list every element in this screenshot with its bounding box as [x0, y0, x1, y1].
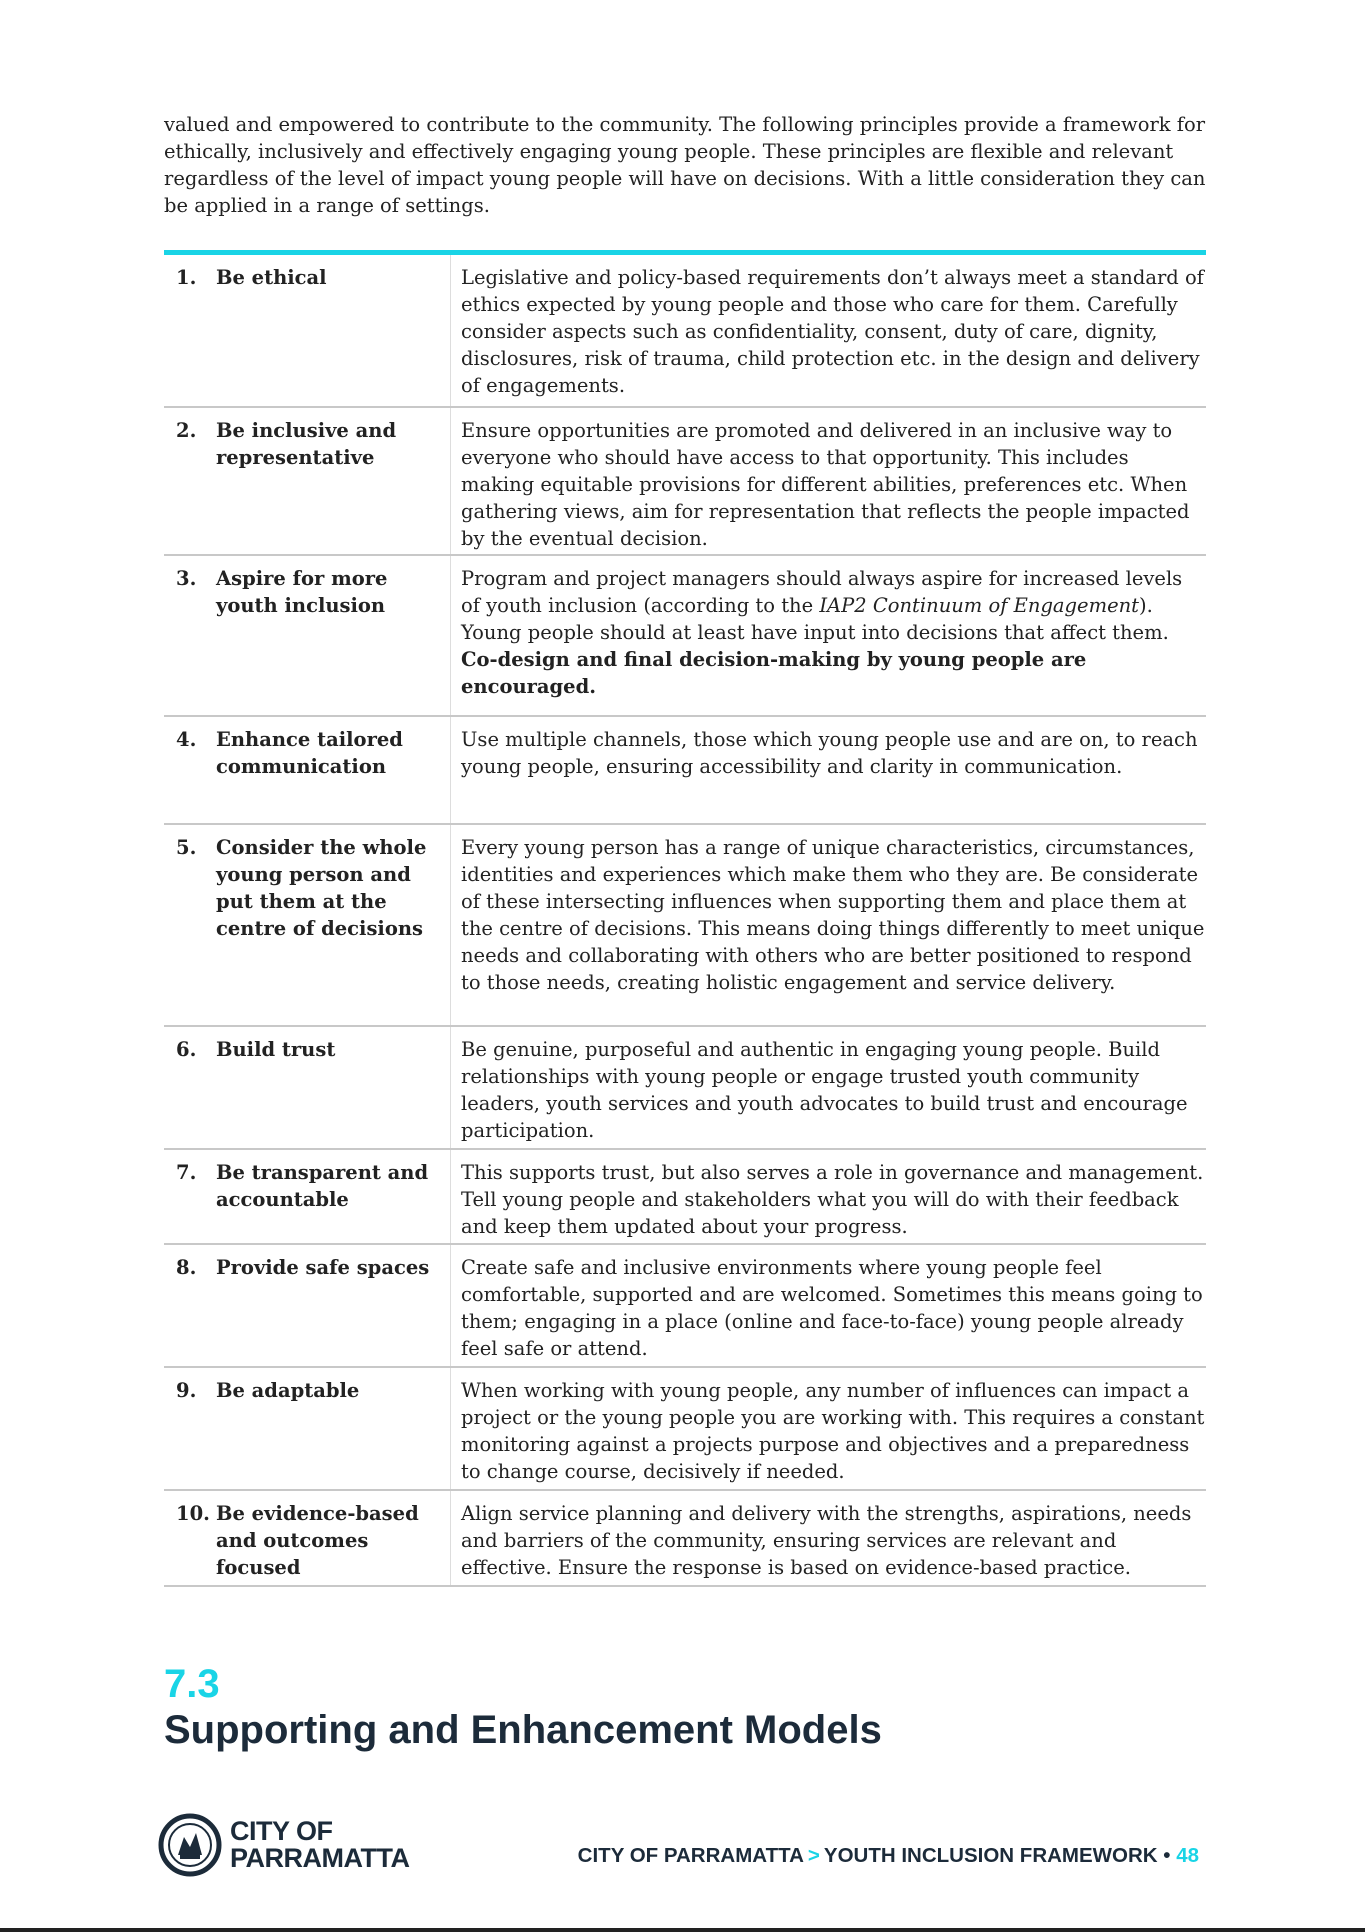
logo-line: CITY OF	[230, 1816, 333, 1846]
principle-number: 8.	[176, 1256, 197, 1279]
table-row	[164, 408, 1206, 556]
principles-table	[164, 250, 1206, 1587]
principle-description: Align service planning and delivery with the strengths, aspirations, needs and barriers of the community, ensuring services are relevant and effective. Ensure the response is based on evidence-based practice.	[450, 1491, 1206, 1585]
principle-description: Be genuine, purposeful and authentic in engaging young people. Build relationships with young people or engage trusted youth community leaders, youth services and youth advocates to build trust and encourage participation.	[450, 1027, 1206, 1148]
principle-title: Be evidence-based and outcomes focused	[216, 1502, 419, 1579]
footer-bullet: •	[1163, 1844, 1171, 1867]
intro-paragraph: valued and empowered to contribute to the community. The following principles provide a framework for ethically, inclusively and effectively engaging young people. These principles are flexible and relevant regardless of the level of impact young people will have on decisions. With a little consideration they can be applied in a range of settings.	[164, 113, 1206, 217]
city-logo	[158, 1813, 409, 1877]
principle-title: Build trust	[216, 1038, 336, 1061]
table-row	[164, 255, 1206, 408]
principle-title: Be transparent and accountable	[216, 1161, 429, 1211]
principle-description: When working with young people, any number of influences can impact a project or the young people you are working with. This requires a constant monitoring against a projects purpose and objectives and a preparedness to change course, decisively if needed.	[450, 1368, 1206, 1489]
principle-description	[450, 556, 1206, 715]
page-number: 48	[1176, 1844, 1199, 1867]
section-number: 7.3	[164, 1662, 220, 1706]
logo-line: PARRAMATTA	[230, 1843, 410, 1873]
emphasis-text: Co-design and final decision-making by young people are encouraged.	[461, 648, 1087, 698]
section-title: Supporting and Enhancement Models	[164, 1708, 882, 1752]
principle-number: 2.	[176, 419, 197, 442]
footer-org: CITY OF PARRAMATTA	[577, 1844, 804, 1867]
table-row	[164, 1245, 1206, 1368]
principle-description: Use multiple channels, those which young people use and are on, to reach young people, ensuring accessibility and clarity in communication.	[450, 717, 1206, 823]
principle-description: This supports trust, but also serves a role in governance and management. Tell young people and stakeholders what you will do with their feedback and keep them updated about your progress.	[450, 1150, 1206, 1243]
principle-description: Create safe and inclusive environments where young people feel comfortable, supported and are welcomed. Sometimes this means going to them; engaging in a place (online and face-to-face) young people already feel safe or attend.	[450, 1245, 1206, 1366]
principle-title: Be inclusive and representative	[216, 419, 397, 469]
city-crest-icon	[158, 1813, 222, 1877]
iap2-reference: IAP2 Continuum of Engagement	[819, 594, 1140, 617]
table-row	[164, 717, 1206, 825]
principle-number: 9.	[176, 1379, 197, 1402]
principle-number: 10.	[176, 1502, 210, 1525]
principle-description: Ensure opportunities are promoted and delivered in an inclusive way to everyone who should have access to that opportunity. This includes making equitable provisions for different abilities, preferences etc. When gathering views, aim for representation that reflects the people impacted by the eventual decision.	[450, 408, 1206, 554]
principle-number: 7.	[176, 1161, 197, 1184]
principle-title: Be ethical	[216, 266, 327, 289]
principle-description: Every young person has a range of unique characteristics, circumstances, identities and experiences which make them who they are. Be considerate of these intersecting influences when supporting them and place them at the centre of decisions. This means doing things differently to meet unique needs and collaborating with others who are better positioned to respond to those needs, creating holistic engagement and service delivery.	[450, 825, 1206, 1025]
principle-description: Legislative and policy-based requirements don’t always meet a standard of ethics expected by young people and those who care for them. Carefully consider aspects such as confidentiality, consent, duty of care, dignity, disclosures, risk of trauma, child protection etc. in the design and delivery of engagements.	[450, 255, 1206, 406]
table-row	[164, 1368, 1206, 1491]
principle-number: 4.	[176, 728, 197, 751]
principle-number: 1.	[176, 266, 197, 289]
table-row	[164, 556, 1206, 717]
principle-number: 5.	[176, 836, 197, 859]
footer-doc-title: YOUTH INCLUSION FRAMEWORK	[823, 1844, 1158, 1867]
table-row	[164, 1491, 1206, 1587]
footer-separator: >	[807, 1844, 820, 1867]
principle-title: Consider the whole young person and put them at the centre of decisions	[216, 836, 427, 940]
principle-number: 6.	[176, 1038, 197, 1061]
table-row	[164, 1027, 1206, 1150]
bottom-rule	[0, 1928, 1365, 1932]
table-row	[164, 1150, 1206, 1245]
principle-title: Be adaptable	[216, 1379, 360, 1402]
description-text: Program and project managers should always aspire for increased levels of youth inclusion (according to the	[461, 567, 1183, 617]
principle-title: Provide safe spaces	[216, 1256, 430, 1279]
principle-title: Aspire for more youth inclusion	[216, 567, 388, 617]
principle-number: 3.	[176, 567, 197, 590]
description-text: ). Young people should at least have input into decisions that affect them.	[461, 594, 1169, 644]
page-footer	[578, 1844, 1199, 1868]
table-row	[164, 825, 1206, 1027]
principle-title: Enhance tailored communication	[216, 728, 403, 778]
logo-wordmark	[230, 1818, 409, 1872]
